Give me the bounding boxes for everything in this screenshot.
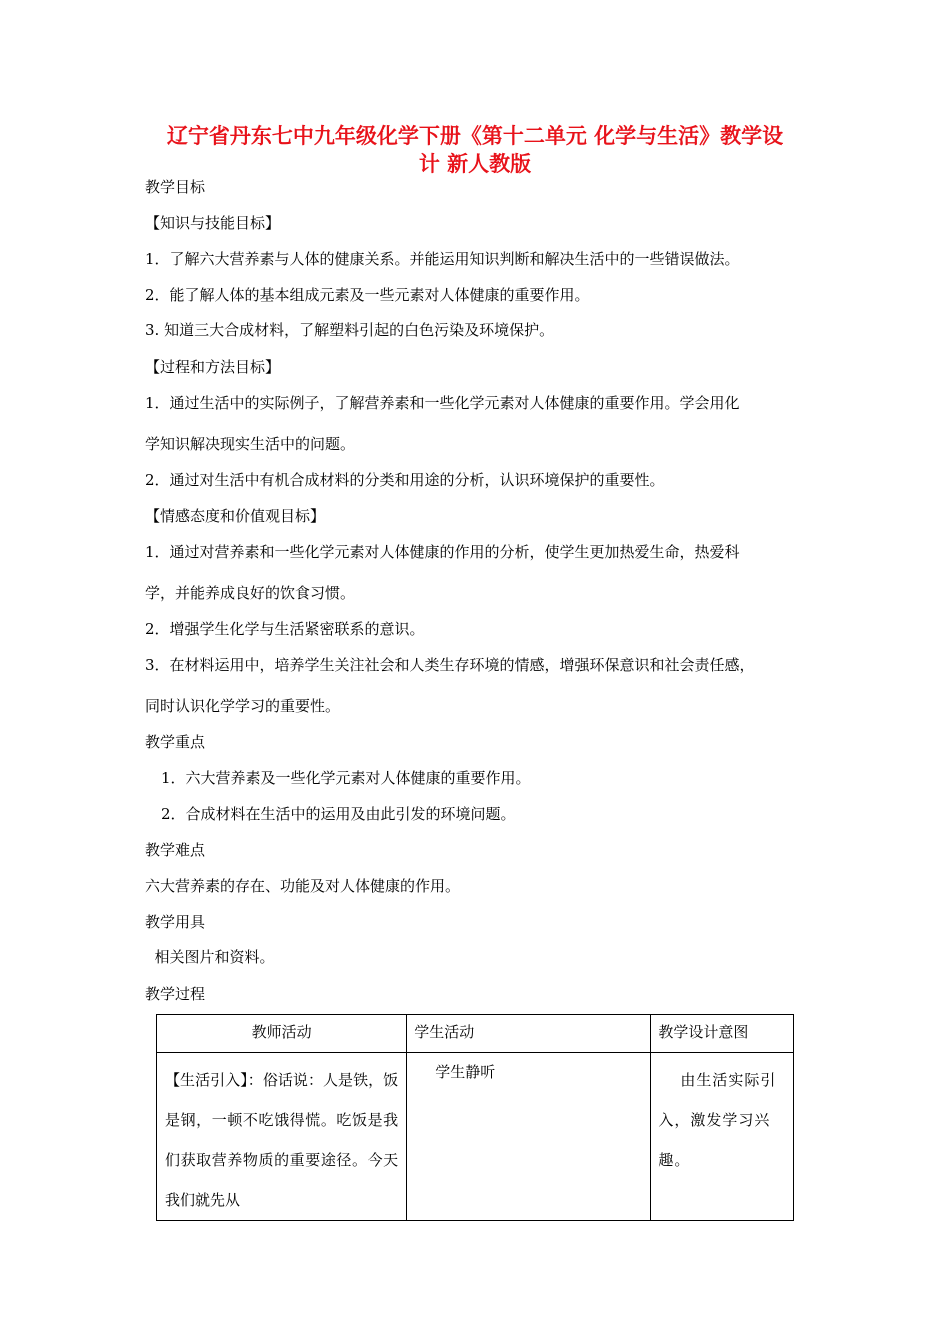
table-cell <box>651 1053 794 1221</box>
table-cell <box>157 1053 407 1221</box>
header-design-intent: 教学设计意图 <box>658 1023 749 1041</box>
heading-key-points: 教学重点 <box>145 733 206 751</box>
goal-item: 2．通过对生活中有机合成材料的分类和用途的分析，认识环境保护的重要性。 <box>145 471 665 489</box>
heading-attitude-values: 【情感态度和价值观目标】 <box>145 507 326 525</box>
heading-teaching-process: 教学过程 <box>145 985 206 1003</box>
title-line-1: 辽宁省丹东七中九年级化学下册《第十二单元 化学与生活》教学设 <box>166 124 784 148</box>
teacher-activity-text: 【生活引入】：俗话说：人是铁，饭是钢，一顿不吃饿得慌。吃饭是我们获取营养物质的重要途径。今天我们就先从 <box>165 1071 399 1209</box>
goal-item: 2．能了解人体的基本组成元素及一些元素对人体健康的重要作用。 <box>145 286 590 304</box>
goal-item-continued: 学知识解决现实生活中的问题。 <box>145 435 356 453</box>
header-student-activity: 学生活动 <box>414 1023 475 1041</box>
table-row <box>157 1053 794 1221</box>
header-cell <box>407 1015 651 1053</box>
goal-item-continued: 同时认识化学学习的重要性。 <box>145 697 341 715</box>
heading-teaching-goals: 教学目标 <box>145 178 206 196</box>
design-intent-text: 由生活实际引入，激发学习兴趣。 <box>658 1071 777 1169</box>
goal-item: 1．通过对营养素和一些化学元素对人体健康的作用的分析，使学生更加热爱生命，热爱科 <box>145 543 740 561</box>
goal-item-continued: 学，并能养成良好的饮食习惯。 <box>145 584 356 602</box>
heading-process-methods: 【过程和方法目标】 <box>145 358 281 376</box>
difficulty-item: 六大营养素的存在、功能及对人体健康的作用。 <box>145 877 461 895</box>
goal-item: 1．通过生活中的实际例子，了解营养素和一些化学元素对人体健康的重要作用。学会用化 <box>145 394 740 412</box>
goal-item: 1．了解六大营养素与人体的健康关系。并能运用知识判断和解决生活中的一些错误做法。 <box>145 250 740 268</box>
document-title <box>120 122 830 178</box>
header-cell <box>651 1015 794 1053</box>
header-cell <box>157 1015 407 1053</box>
teaching-tools-item: 相关图片和资料。 <box>145 948 275 966</box>
student-activity-text: 学生静听 <box>435 1063 496 1081</box>
title-line-2: 计 新人教版 <box>418 152 532 176</box>
key-point-item: 2．合成材料在生活中的运用及由此引发的环境问题。 <box>161 805 516 823</box>
heading-difficulties: 教学难点 <box>145 841 206 859</box>
heading-knowledge-skills: 【知识与技能目标】 <box>145 214 281 232</box>
table-header-row <box>157 1015 794 1053</box>
teaching-process-table <box>156 1014 794 1221</box>
table-cell <box>407 1053 651 1221</box>
heading-teaching-tools: 教学用具 <box>145 913 206 931</box>
goal-item: 3．在材料运用中，培养学生关注社会和人类生存环境的情感，增强环保意识和社会责任感， <box>145 656 755 674</box>
header-teacher-activity: 教师活动 <box>251 1023 312 1041</box>
key-point-item: 1．六大营养素及一些化学元素对人体健康的重要作用。 <box>161 769 531 787</box>
goal-item: 2．增强学生化学与生活紧密联系的意识。 <box>145 620 425 638</box>
goal-item: 3. 知道三大合成材料，了解塑料引起的白色污染及环境保护。 <box>145 321 555 339</box>
